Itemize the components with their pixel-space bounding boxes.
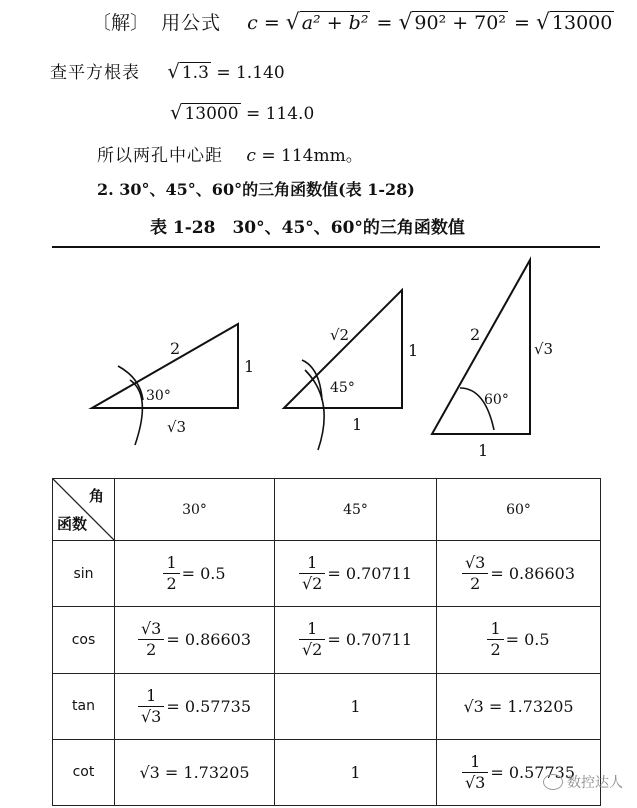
lookup-radical-1: √ 1.3 xyxy=(167,60,209,83)
top-rule xyxy=(52,246,600,248)
cot-30: √3 = 1.73205 xyxy=(115,739,275,805)
triangle-30 xyxy=(92,324,254,445)
formula-line: 〔解〕 用公式 c = √ a² + b² = √ 90² + 70² = √ 13000 xyxy=(92,10,613,35)
table-row xyxy=(53,739,601,805)
cot-45: 1 xyxy=(275,739,437,805)
sin-60: $\frac{√3}{2}$ = 0.86603 xyxy=(437,541,601,607)
cot-60: $\frac{1}{√3}$ = 0.57735 xyxy=(437,739,601,805)
triangles-figure xyxy=(0,250,637,465)
cos-60: $\frac{1}{2}$ = 0.5 xyxy=(437,607,601,673)
conclusion-var: c xyxy=(246,146,256,166)
tri30-angle: 30° xyxy=(146,388,171,404)
table-row xyxy=(53,541,601,607)
wechat-icon xyxy=(543,774,563,790)
lookup-value-2: 114.0 xyxy=(265,104,315,124)
corner-bottom-label: 函数 xyxy=(57,515,88,533)
cos-30: $\frac{√3}{2}$ = 0.86603 xyxy=(115,607,275,673)
formula-radical-2: √ 90² + 70² xyxy=(398,10,506,35)
col-header-30: 30° xyxy=(115,479,275,541)
table-row xyxy=(53,607,601,673)
lookup-line-1: 查平方根表 √ 1.3 = 1.140 xyxy=(50,60,285,83)
tri60-hyp: 2 xyxy=(470,325,481,344)
tan-45: 1 xyxy=(275,673,437,739)
tan-30: $\frac{1}{√3}$ = 0.57735 xyxy=(115,673,275,739)
tri45-hyp: √2 xyxy=(330,326,350,344)
lookup-line-2: √ 13000 = 114.0 xyxy=(170,101,315,124)
tri60-adj: 1 xyxy=(478,441,489,460)
tri30-adj: √3 xyxy=(167,418,187,436)
fn-sin: sin xyxy=(53,541,115,607)
conclusion-line: 所以两孔中心距 c = 114mm。 xyxy=(97,146,363,166)
lookup-value-1: 1.140 xyxy=(235,63,285,83)
sin-30: $\frac{1}{2}$ = 0.5 xyxy=(115,541,275,607)
formula-var: c xyxy=(247,12,258,34)
conclusion-text: 所以两孔中心距 xyxy=(97,146,223,166)
tri45-opp: 1 xyxy=(408,341,419,360)
triangle-60 xyxy=(432,260,553,460)
col-header-45: 45° xyxy=(275,479,437,541)
watermark xyxy=(543,772,623,792)
cos-45: $\frac{1}{√2}$ = 0.70711 xyxy=(275,607,437,673)
col-header-60: 60° xyxy=(437,479,601,541)
tri60-angle: 60° xyxy=(484,392,509,408)
conclusion-value: 114mm。 xyxy=(281,146,363,166)
corner-top-label: 角 xyxy=(88,487,104,505)
tan-60: √3 = 1.73205 xyxy=(437,673,601,739)
lookup-radical-2: √ 13000 xyxy=(170,101,239,124)
solution-intro: 用公式 xyxy=(161,12,222,34)
fn-tan: tan xyxy=(53,673,115,739)
tri30-opp: 1 xyxy=(244,357,255,376)
table-corner-cell xyxy=(53,479,115,541)
formula-radical-3: √ 13000 xyxy=(536,10,613,35)
fn-cot: cot xyxy=(53,739,115,805)
formula-radical-1: √ a² + b² xyxy=(285,10,369,35)
lookup-label: 查平方根表 xyxy=(50,63,140,83)
sin-45: $\frac{1}{√2}$ = 0.70711 xyxy=(275,541,437,607)
table-row xyxy=(53,673,601,739)
watermark-text: 数控达人 xyxy=(567,775,623,791)
trig-table xyxy=(52,478,601,806)
section-heading: 2. 30°、45°、60°的三角函数值(表 1-28) xyxy=(97,180,415,199)
tri60-opp: √3 xyxy=(534,340,554,358)
table-caption: 表 1-28 30°、45°、60°的三角函数值 xyxy=(150,218,465,238)
triangle-45 xyxy=(284,290,418,450)
solution-label: 〔解〕 xyxy=(92,12,150,34)
tri30-hyp: 2 xyxy=(170,339,181,358)
tri45-angle: 45° xyxy=(330,380,355,396)
fn-cos: cos xyxy=(53,607,115,673)
tri45-adj: 1 xyxy=(352,415,363,434)
